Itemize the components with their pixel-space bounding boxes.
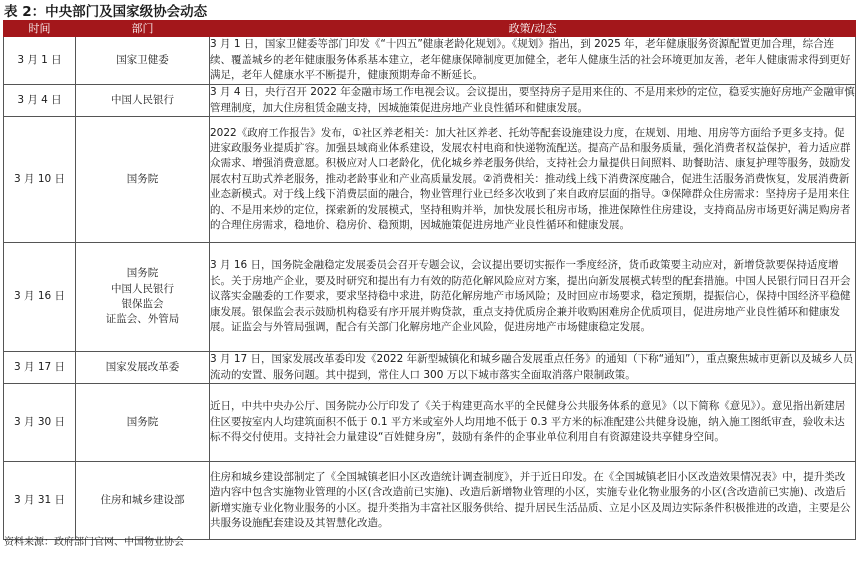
row-date: 3 月 17 日 [4,352,76,384]
source-note: 资料来源：政府部门官网、中国物业协会 [4,537,184,548]
row-department [76,243,210,352]
table-row [4,462,856,540]
row-department [76,462,210,540]
table-header-row [4,21,856,37]
table-title: 表 2：中央部门及国家级协会动态 [4,4,208,20]
table-body [4,37,856,540]
table-row [4,117,856,243]
table-row [4,352,856,384]
department-name: 国家卫健委 [116,53,169,66]
row-department [76,37,210,85]
department-name: 国务院 [126,172,159,185]
row-policy-content: 住房和城乡建设部制定了《全国城镇老旧小区改造统计调查制度》，并于近日印发。在《全国城镇老旧小区改造效果情况表》中，提升类改造内容中包含实施物业管理的小区(含改造前已实施)、改造后新增物业管理的小区，实施专业化物业服务的小区(含改造前已实施)、改造后新增实施专业化物业服务的小区。提升类指为丰富社区服务供给、提升居民生活品质、立足小区及周边实际条件积极推进的改造，主要是公共服务设施配套建设及其智慧化改造。 [210,462,856,540]
row-date: 3 月 1 日 [4,37,76,85]
row-date: 3 月 30 日 [4,384,76,462]
row-department [76,384,210,462]
header-policy: 政策/动态 [210,21,856,37]
row-date: 3 月 16 日 [4,243,76,352]
header-department: 部门 [76,21,210,37]
department-name: 国务院 [126,267,159,280]
row-policy-content: 3 月 4 日，央行召开 2022 年金融市场工作电视会议。会议提出，要坚持房子是用来住的、不是用来炒的定位，稳妥实施好房地产金融审慎管理制度，加大住房租赁金融支持，因城施策促进房地产业良性循环和健康发展。 [210,85,856,117]
row-policy-content: 3 月 16 日，国务院金融稳定发展委员会召开专题会议，会议提出要切实振作一季度经济，货币政策要主动应对，新增贷款要保持适度增长。关于房地产企业，要及时研究和提出有力有效的防范化解风险应对方案，提出向新发展模式转型的配套措施。中国人民银行同日召开会议落实金融委的工作要求，要求坚持稳中求进，防范化解房地产市场风险；及时回应市场要求，稳定预期，提振信心，保持中国经济平稳健康发展。银保监会表示鼓励机构稳妥有序开展并购贷款，重点支持优质房企兼并收购困难房企优质项目，促进房地产业良性循环和健康发展。证监会与外管局强调，配合有关部门化解房地产企业风险，促进房地产市场健康稳定发展。 [210,243,856,352]
table-row [4,384,856,462]
department-name: 中国人民银行 [111,282,174,295]
header-date: 时间 [4,21,76,37]
table-row [4,85,856,117]
row-department [76,85,210,117]
row-date: 3 月 4 日 [4,85,76,117]
row-department [76,352,210,384]
department-name: 银保监会 [121,298,164,310]
row-date: 3 月 31 日 [4,462,76,540]
row-policy-content: 3 月 17 日，国家发展改革委印发《2022 年新型城镇化和城乡融合发展重点任务》的通知（下称“通知”），重点聚焦城市更新以及城乡人员流动的安置、服务问题。其中提到，常住人口 300 万以下城市落实全面取消落户限制政策。 [210,352,856,384]
department-name: 住房和城乡建设部 [100,493,185,506]
table-row [4,243,856,352]
department-name: 国家发展改革委 [105,360,180,373]
row-policy-content: 近日，中共中央办公厅、国务院办公厅印发了《关于构建更高水平的全民健身公共服务体系的意见》（以下简称《意见》）。意见指出新建居住区要按室内人均建筑面积不低于 0.1 平方米或室外人均用地不低于 0.3 平方米的标准配建公共健身设施，纳入施工图纸审查，验收未达标不得交付使用。支持社会力量建设“百姓健身房”，鼓励有条件的企事业单位利用自有资源建设共享健身空间。 [210,384,856,462]
row-date: 3 月 10 日 [4,117,76,243]
policy-table [3,20,856,540]
row-policy-content: 2022《政府工作报告》发布，①社区养老相关：加大社区养老、托幼等配套设施建设力度，在规划、用地、用房等方面给予更多支持。促进家政服务业提质扩容。加强县域商业体系建设，发展农村电商和快递物流配送。提高产品和服务质量，强化消费者权益保护，着力适应群众需求、增强消费意愿。积极应对人口老龄化，优化城乡养老服务供给，支持社会力量提供日间照料、助餐助洁、康复护理等服务，鼓励发展农村互助式养老服务，推动老龄事业和产业高质量发展。②消费相关：推动线上线下消费深度融合，促进生活服务消费恢复，发展消费新业态新模式。对于线上线下消费层面的融合，物业管理行业已经多次收到了来自政府层面的指导。③保障群众住房需求：坚持房子是用来住的、不是用来炒的定位，探索新的发展模式，坚持租购并举，加快发展长租房市场，推进保障性住房建设，支持商品房市场更好满足购房者的合理住房需求，稳地价、稳房价、稳预期，因城施策促进房地产业良性循环和健康发展。 [210,117,856,243]
department-name: 国务院 [126,415,159,428]
row-department [76,117,210,243]
table-row [4,37,856,85]
row-policy-content: 3 月 1 日，国家卫健委等部门印发《“十四五”健康老龄化规划》。《规划》指出，到 2025 年，老年健康服务资源配置更加合理，综合连续、覆盖城乡的老年健康服务体系基本建立，老年健康保障制度更加健全，老年人健康生活的社会环境更加友善，老年人健康需求得到更好满足，老年人健康水平不断提升，健康预期寿命不断延长。 [210,37,856,85]
department-name: 证监会、外管局 [105,313,180,326]
department-name: 中国人民银行 [111,93,174,106]
